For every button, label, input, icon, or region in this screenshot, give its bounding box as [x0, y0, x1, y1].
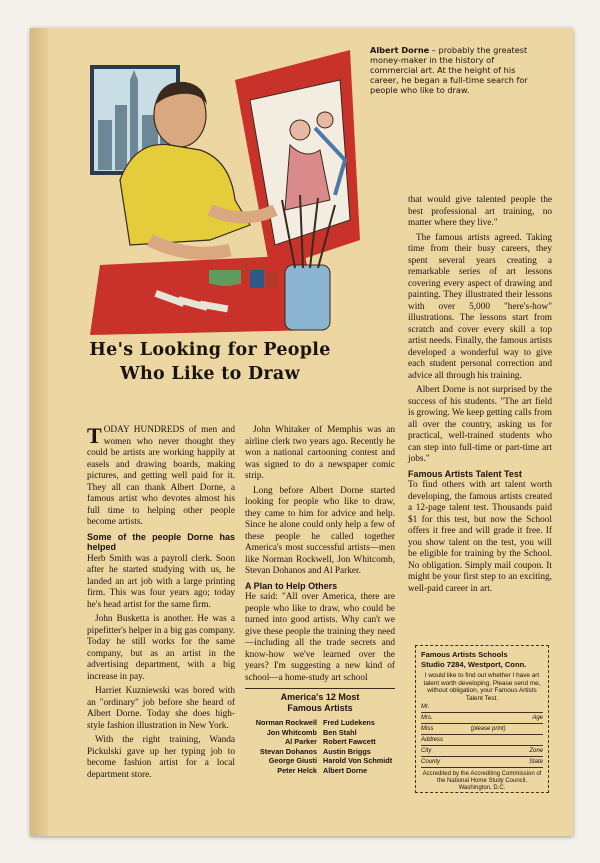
page-spine-edge — [30, 28, 48, 836]
caption-name: Albert Dorne — [370, 45, 430, 55]
mail-coupon[interactable] — [415, 645, 549, 793]
field-mrs-age[interactable]: Mrs. Age — [421, 714, 543, 724]
intro-text: ODAY HUNDREDS of men and women who never thought they could be artists are working happily at easels and drawing boards, making pictures, and getting well paid for it. They all can thank Albert Dorne, a famous artist who devotes almost his full time to helping other people become artists. — [87, 425, 235, 527]
intro-paragraph — [87, 425, 235, 529]
artist-name: Al Parker — [284, 737, 317, 747]
paragraph-john-busketta: John Busketta is another. He was a pipefitter's helper in a big gas company. Today he still works for the same company, but as an artist in the advertising department, with a big increase in pay. — [87, 614, 235, 682]
headline — [80, 338, 340, 386]
artist-name: Peter Helck — [277, 765, 317, 775]
coupon-body: I would like to find out whether I have art talent worth developing. Please send me, without obligation, your Famous Artists Talent Test. — [423, 672, 541, 702]
caption-text: – probably the greatest money-maker in the history of commercial art. At the height of his career, he began a full-time search for people who like to draw. — [370, 45, 528, 95]
paragraph-artists-agreed: The famous artists agreed. Taking time from their busy careers, they spent several years creating a remarkable series of art lessons covering every aspect of drawing and painting. They illustrated their lessons with over 5,000 "here's-how" illustrations. The lessons start from scratch and cover every skill a top artist needs. Finally, the famous artists developed a wonderful way to give each student personal correction and advice all through his training. — [408, 232, 552, 381]
artist-name: Austin Briggs — [323, 746, 371, 756]
column-2 — [245, 425, 395, 776]
field-city-zone[interactable]: City Zone — [421, 747, 543, 757]
artist-name: Norman Rockwell — [255, 718, 317, 727]
field-address[interactable]: Address — [421, 736, 543, 746]
artist-name: Robert Fawcett — [323, 737, 376, 747]
artist-sleeve-arm — [150, 240, 230, 253]
artist-arm — [210, 210, 275, 218]
illustration-caption — [370, 45, 535, 95]
coupon-title-1: Famous Artists Schools — [421, 650, 508, 659]
artist-name: Fred Ludekens — [323, 718, 375, 727]
artist-name: Jon Whitcomb — [266, 727, 317, 737]
artist-name: Stevan Dohanos — [259, 746, 317, 756]
drop-cap: T — [87, 423, 102, 448]
artists-list — [245, 718, 395, 776]
coupon-accreditation: Accredited by the Accrediting Commission of the National Home Study Council, Washington, D.C. — [422, 771, 542, 792]
field-county-state[interactable]: County State — [421, 758, 543, 768]
artist-name: Albert Dorne — [323, 765, 368, 775]
paragraph-plan: He said: "All over America, there are people who like to draw, who could be turned into good artists. Why can't we give these people the training they need—including all the trade secrets and know-how we've learned over the years? I'm suggesting a new kind of school—a home-study art school — [245, 592, 395, 683]
artist-shirt — [120, 144, 250, 245]
artist-name: Harold Von Schmidt — [323, 756, 393, 766]
paragraph-talent-test: To find others with art talent worth developing, the famous artists created a 12-page talent test. Thousands paid $1 for this test, but now the School offers it free and will grade it free. If you show talent on the test, you will be eligible for training by the School. No obligation. Simply mail coupon. It might be your first step to an exciting, well-paid career in art. — [408, 480, 552, 594]
artists-list-title — [245, 692, 395, 714]
list-divider — [245, 688, 395, 689]
artist-illustration — [60, 10, 360, 340]
artists-title-line-1: America's 12 Most — [280, 692, 360, 702]
field-miss[interactable]: Miss (please print) — [421, 725, 543, 735]
column-3 — [408, 195, 552, 598]
paragraph-dorne-not-surprised: Albert Dorne is not surprised by the success of his students. "The art field is growing. We keep getting calls from all over the country, asking us for practical, well-trained students who can step into full-time or part-time art jobs." — [408, 385, 552, 464]
headline-line-2: Who Like to Draw — [120, 364, 300, 384]
paragraph-wanda: With the right training, Wanda Pickulski gave up her typing job to become fashion artist for a local department store. — [87, 735, 235, 780]
coupon-title-2: Studio 7284, Westport, Conn. — [421, 659, 527, 669]
field-mr[interactable]: Mr. — [421, 703, 543, 713]
paragraph-john-whitaker: John Whitaker of Memphis was an airline clerk two years ago. Recently he won a national cartooning contest and was signed to do a newspaper comic strip. — [245, 425, 395, 481]
artist-name: Ben Stahl — [323, 727, 357, 737]
subhead-people-helped: Some of the people Dorne has helped — [87, 531, 235, 552]
artists-title-line-2: Famous Artists — [287, 703, 353, 713]
headline-line-1: He's Looking for People — [89, 340, 331, 360]
paragraph-dorne-looking: Long before Albert Dorne started looking for people who like to draw, they came to him for advice and help. Since he alone could only help a few of these people he called together America's most successful artists—men like Norman Rockwell, Jon Whitcomb, Stevan Dohanos and Al Parker. — [245, 485, 395, 576]
artist-name: George Giusti — [268, 756, 317, 766]
paragraph-herb-smith: Herb Smith was a payroll clerk. Soon after he started studying with us, he landed an art job with a large printing firm. This was four years ago; today he's head artist for the same firm. — [87, 553, 235, 610]
paragraph-continued: that would give talented people the best professional art training, no matter where they live." — [408, 195, 552, 228]
subhead-talent-test: Famous Artists Talent Test — [408, 468, 522, 479]
subhead-plan: A Plan to Help Others — [245, 580, 338, 591]
column-1 — [87, 425, 235, 784]
paragraph-harriet: Harriet Kuzniewski was bored with an "ordinary" job before she heard of Albert Dorne. Today she does high-style fashion illustration in New York. — [87, 686, 235, 731]
